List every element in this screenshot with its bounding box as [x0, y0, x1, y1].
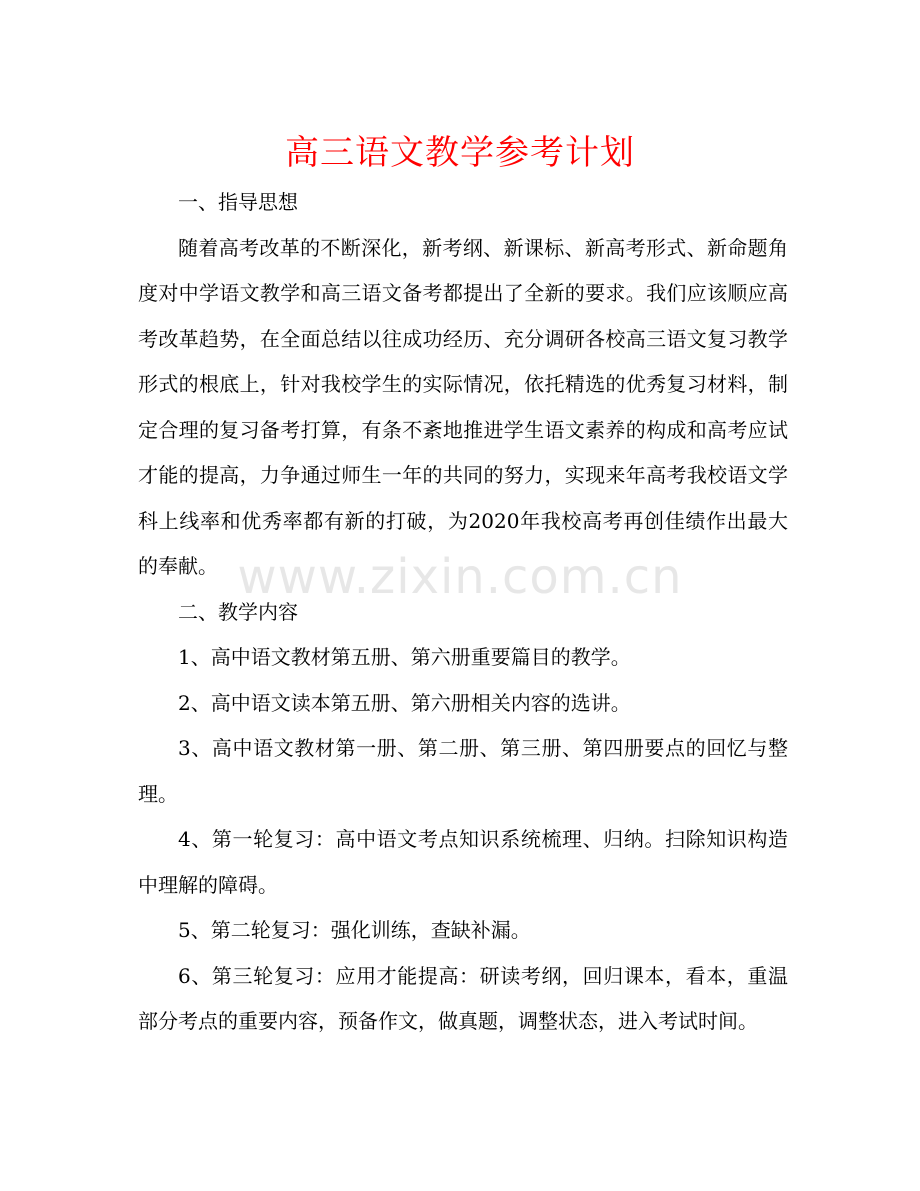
list-item-2: 2、高中语文读本第五册、第六册相关内容的选讲。: [178, 690, 631, 715]
list-item-4: 4、第一轮复习：高中语文考点知识系统梳理、归纳。扫除知识构造中理解的障碍。: [138, 827, 788, 897]
document-body: [138, 180, 788, 1045]
list-item-6: 6、第三轮复习：应用才能提高：研读考纲，回归课本，看本，重温部分考点的重要内容，预备作文，做真题，调整状态，进入考试时间。: [138, 963, 788, 1033]
document-title: 高三语文教学参考计划: [285, 133, 635, 173]
list-item-1: 1、高中语文教材第五册、第六册重要篇目的教学。: [178, 645, 631, 669]
paragraph-guiding-ideology: 随着高考改革的不断深化，新考纲、新课标、新高考形式、新命题角度对中学语文教学和高三语文备考都提出了全新的要求。我们应该顺应高考改革趋势，在全面总结以往成功经历、充分调研各校高三语文复习教学形式的根底上，针对我校学生的实际情况，依托精选的优秀复习材料，制定合理的复习备考打算，有条不紊地推进学生语文素养的构成和高考应试才能的提高，力争通过师生一年的共同的努力，实现来年高考我校语文学科上线率和优秀率都有新的打破，为2020年我校高考再创佳绩作出最大的奉献。: [138, 235, 788, 578]
watermark: www.zixin.com.cn: [237, 549, 683, 605]
list-item-5: 5、第二轮复习：强化训练，查缺补漏。: [178, 918, 531, 942]
section-heading-teaching-content: 二、教学内容: [178, 599, 298, 624]
section-heading-guiding-ideology: 一、指导思想: [178, 190, 298, 214]
list-item-3: 3、高中语文教材第一册、第二册、第三册、第四册要点的回忆与整理。: [138, 736, 788, 806]
